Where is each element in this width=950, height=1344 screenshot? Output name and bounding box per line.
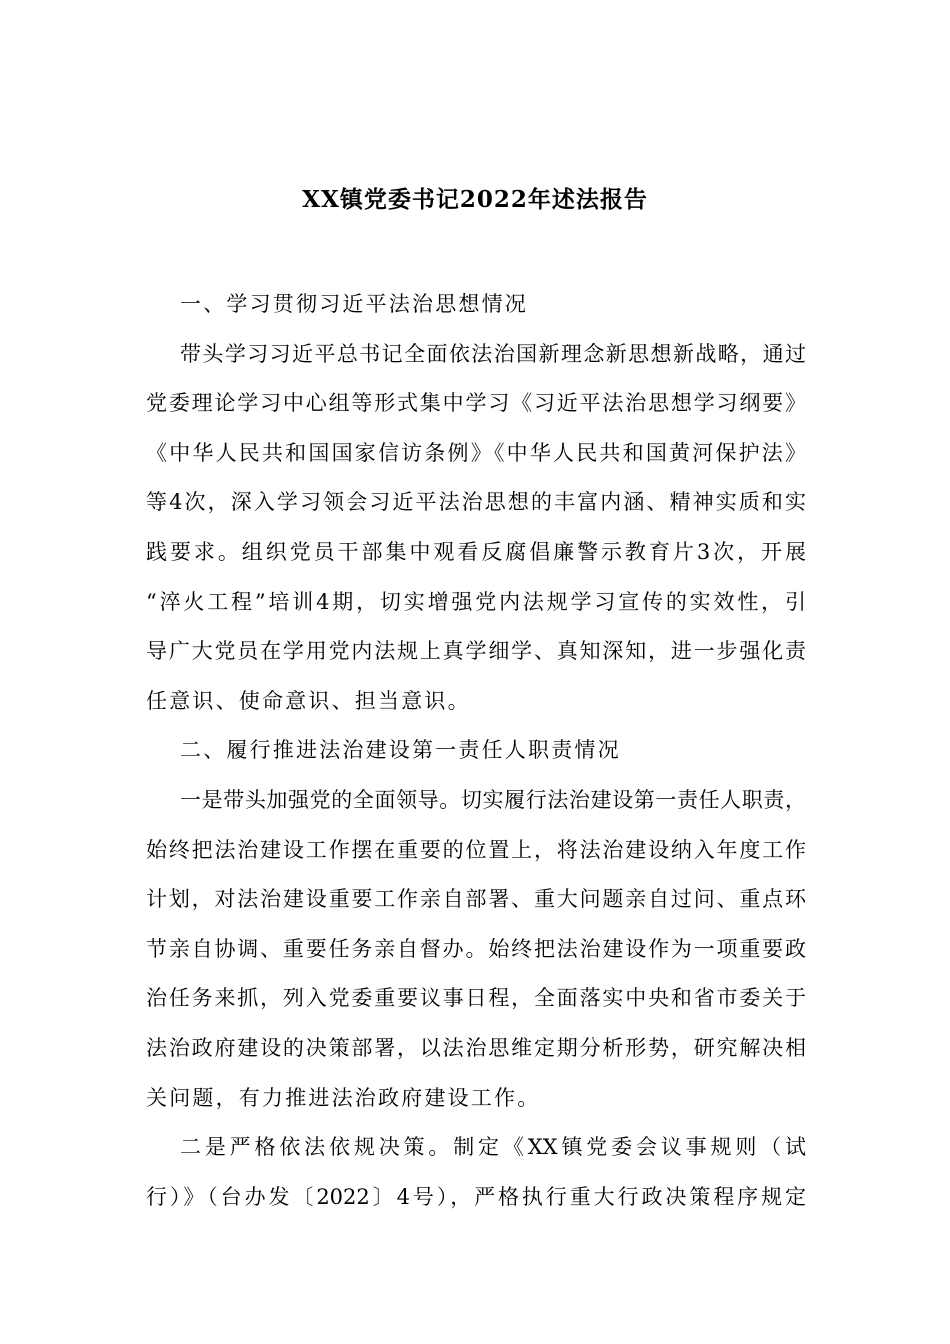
document-body	[146, 280, 806, 1222]
text-line: 计划，对法治建设重要工作亲自部署、重大问题亲自过问、重点环	[146, 887, 806, 912]
text-line: 带头学习习近平总书记全面依法治国新理念新思想新战略，通过	[180, 341, 806, 366]
text-line: 治任务来抓，列入党委重要议事日程，全面落实中央和省市委关于	[146, 986, 806, 1011]
text-line: 行）》（台办发〔2022〕4号），严格执行重大行政决策程序规定	[146, 1184, 806, 1209]
text-line: 节亲自协调、重要任务亲自督办。始终把法治建设作为一项重要政	[146, 936, 806, 961]
text-line: 始终把法治建设工作摆在重要的位置上，将法治建设纳入年度工作	[146, 837, 806, 862]
document-title: XX镇党委书记2022年述法报告	[302, 186, 648, 213]
text-line: 《中华人民共和国国家信访条例》《中华人民共和国黄河保护法》	[146, 440, 806, 465]
text-line: 等4次，深入学习领会习近平法治思想的丰富内涵、精神实质和实	[146, 490, 806, 515]
text-line: 践要求。组织党员干部集中观看反腐倡廉警示教育片3次，开展	[146, 539, 806, 564]
text-line: 关问题，有力推进法治政府建设工作。	[146, 1085, 541, 1110]
text-line: 法治政府建设的决策部署，以法治思维定期分析形势，研究解决相	[146, 1035, 806, 1060]
text-line: 二是严格依法依规决策。制定《XX镇党委会议事规则（试	[180, 1135, 806, 1160]
text-line: 任意识、使命意识、担当意识。	[146, 688, 471, 713]
text-line: 一是带头加强党的全面领导。切实履行法治建设第一责任人职责，	[180, 787, 806, 812]
text-line: 党委理论学习中心组等形式集中学习《习近平法治思想学习纲要》	[146, 391, 806, 416]
text-line: “淬火工程”培训4期，切实增强党内法规学习宣传的实效性，引	[146, 589, 806, 614]
text-line: 导广大党员在学用党内法规上真学细学、真知深知，进一步强化责	[146, 639, 806, 664]
text-line: 二、履行推进法治建设第一责任人职责情况	[180, 738, 621, 763]
text-line: 一、学习贯彻习近平法治思想情况	[180, 292, 528, 316]
